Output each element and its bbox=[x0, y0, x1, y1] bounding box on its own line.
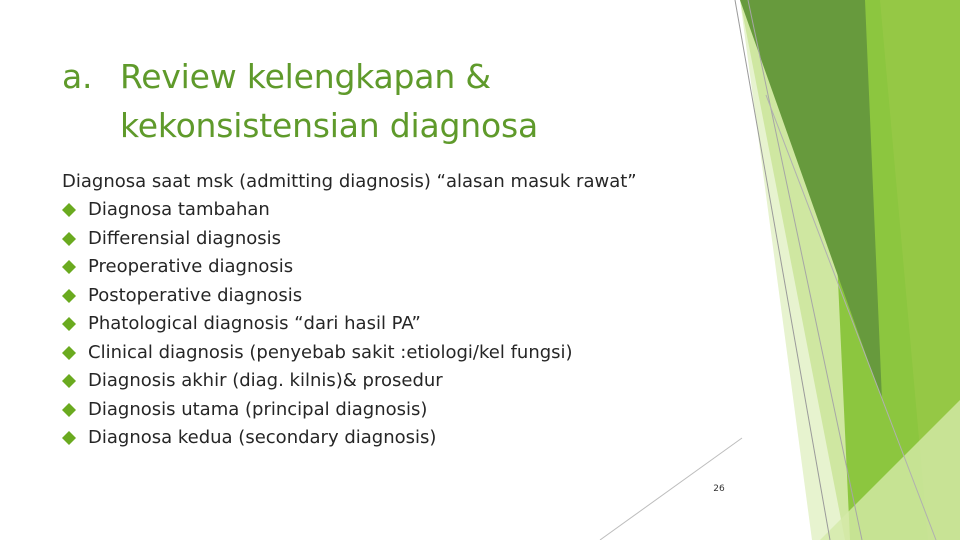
bullet-text: Clinical diagnosis (penyebab sakit :etiologi/kel fungsi) bbox=[88, 341, 573, 363]
diamond-bullet-icon bbox=[62, 230, 88, 248]
title-text-line-2: kekonsistensian diagnosa bbox=[120, 106, 538, 145]
list-item bbox=[62, 310, 722, 339]
list-item bbox=[62, 339, 722, 368]
title-text-line-1: Review kelengkapan & bbox=[120, 57, 491, 96]
slide-title-line-1 bbox=[62, 52, 702, 101]
diamond-bullet-icon bbox=[62, 401, 88, 419]
bullet-text: Postoperative diagnosis bbox=[88, 284, 303, 306]
diamond-bullet-icon bbox=[62, 372, 88, 390]
diamond-bullet-icon bbox=[62, 315, 88, 333]
bullet-text: Diagnosis utama (principal diagnosis) bbox=[88, 398, 428, 420]
slide-content bbox=[62, 168, 722, 453]
bullet-text: Differensial diagnosis bbox=[88, 227, 282, 249]
title-indent bbox=[62, 101, 120, 150]
bullet-text: Preoperative diagnosis bbox=[88, 256, 294, 278]
slide-title-line-2 bbox=[62, 101, 702, 150]
diamond-bullet-icon bbox=[62, 201, 88, 219]
page-number: 26 bbox=[713, 484, 725, 494]
bullet-list bbox=[62, 196, 722, 453]
bullet-text: Diagnosa tambahan bbox=[88, 199, 270, 221]
diamond-bullet-icon bbox=[62, 287, 88, 305]
intro-text: Diagnosa saat msk (admitting diagnosis) “alasan masuk rawat” bbox=[62, 171, 637, 192]
list-item bbox=[62, 253, 722, 282]
slide-title bbox=[62, 52, 702, 150]
bullet-text: Phatological diagnosis “dari hasil PA” bbox=[88, 313, 421, 335]
diamond-bullet-icon bbox=[62, 258, 88, 276]
list-item bbox=[62, 424, 722, 453]
bullet-text: Diagnosa kedua (secondary diagnosis) bbox=[88, 427, 437, 449]
list-item bbox=[62, 225, 722, 254]
list-item bbox=[62, 396, 722, 425]
list-item bbox=[62, 282, 722, 311]
list-item bbox=[62, 196, 722, 225]
bullet-text: Diagnosis akhir (diag. kilnis)& prosedur bbox=[88, 370, 443, 392]
list-item bbox=[62, 367, 722, 396]
diamond-bullet-icon bbox=[62, 344, 88, 362]
title-list-marker: a. bbox=[62, 57, 93, 96]
diamond-bullet-icon bbox=[62, 429, 88, 447]
